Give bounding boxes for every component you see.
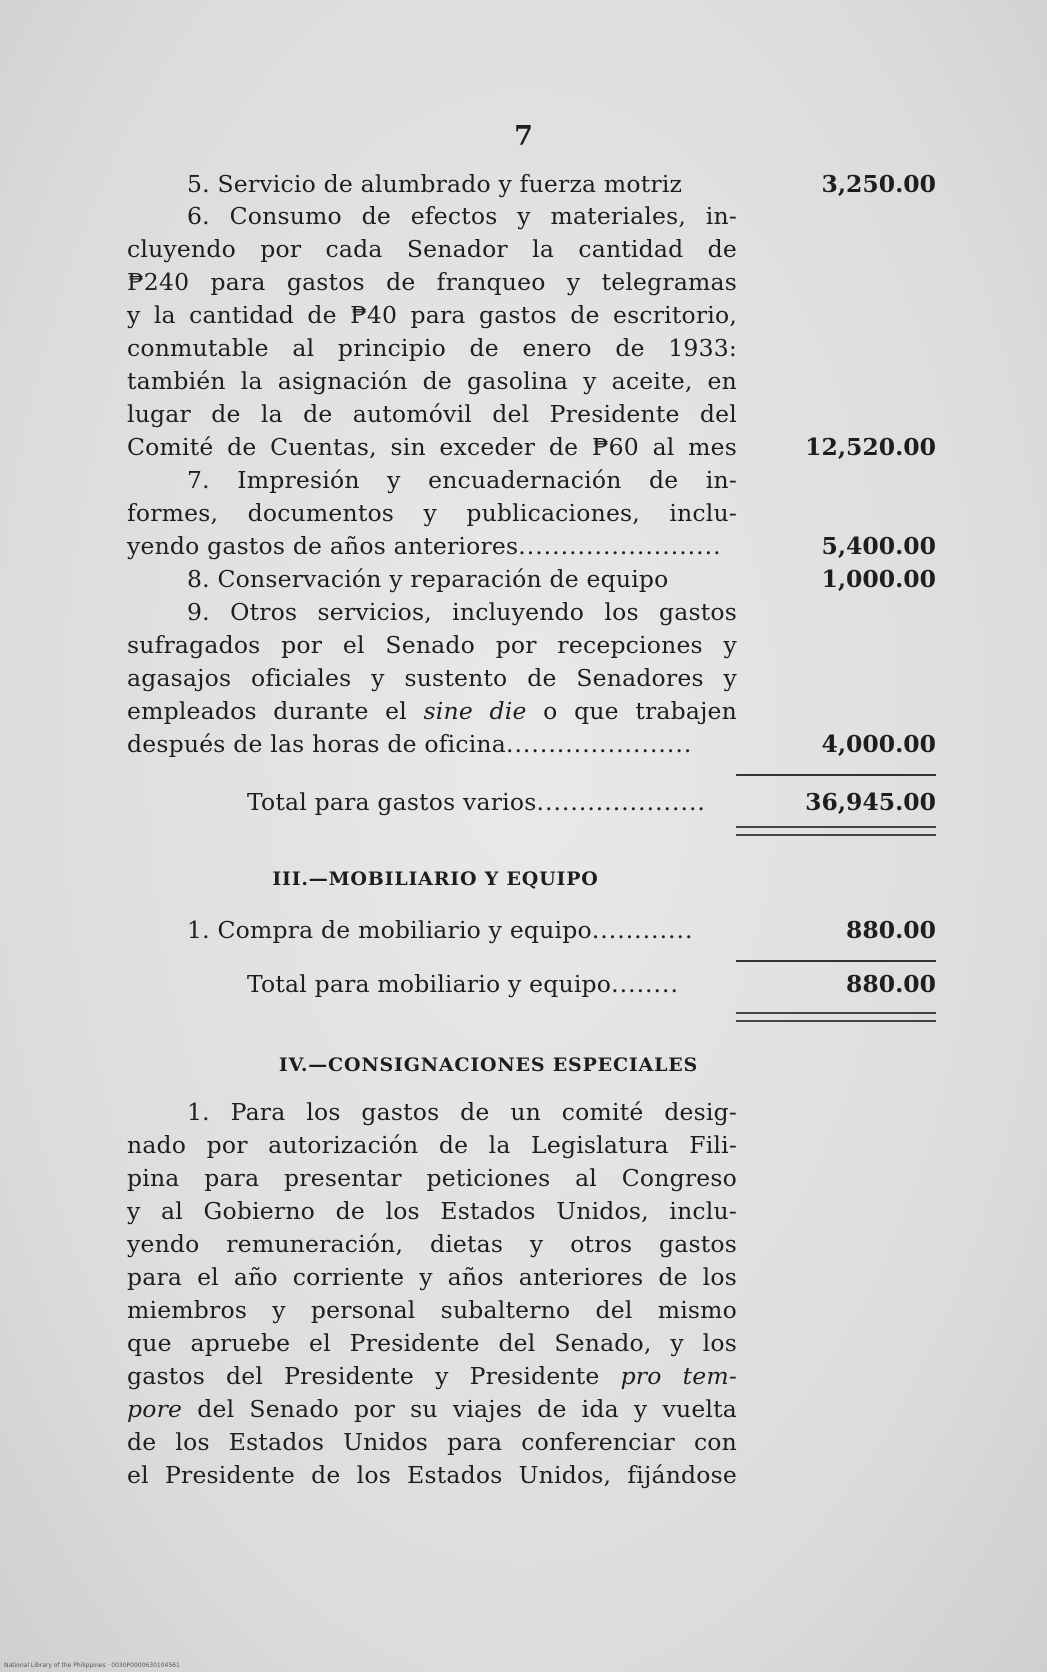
section-iii-item-1 xyxy=(127,914,737,947)
total-mobiliario-label xyxy=(127,968,737,1001)
item-6-line: también la asignación de gasolina y aceite, en xyxy=(127,367,737,395)
item-7-line: 7. Impresión y encuadernación de in- xyxy=(187,466,737,494)
item-7-line-last xyxy=(127,530,737,563)
item-9-line: 9. Otros servicios, incluyendo los gastos xyxy=(187,598,737,626)
dot-leader: ............ xyxy=(591,916,694,944)
item-9-line4-post: o que trabajen xyxy=(526,697,738,725)
dot-leader: ........................ xyxy=(518,532,722,560)
total-gastos-varios-amount: 36,945.00 xyxy=(805,788,936,816)
page-number: 7 xyxy=(514,121,533,152)
item-7 xyxy=(127,464,737,563)
section-iv-line: y al Gobierno de los Estados Unidos, inclu- xyxy=(127,1197,737,1225)
section-iv-line: 1. Para los gastos de un comité desig- xyxy=(187,1098,737,1126)
subtotal-rule xyxy=(736,960,936,962)
item-6-line: ₱240 para gastos de franqueo y telegramas xyxy=(127,268,737,296)
item-6-line: lugar de la de automóvil del Presidente del xyxy=(127,400,737,428)
section-iv-line: el Presidente de los Estados Unidos, fijándose xyxy=(127,1461,737,1489)
section-iv-heading: IV.—CONSIGNACIONES ESPECIALES xyxy=(278,1054,699,1076)
item-text: 1. Compra de mobiliario y equipo xyxy=(187,916,592,944)
section-iv-line: que apruebe el Presidente del Senado, y los xyxy=(127,1329,737,1357)
item-5-text: 5. Servicio de alumbrado y fuerza motriz xyxy=(187,170,683,198)
item-6 xyxy=(127,200,737,464)
section-iv-line: pina para presentar peticiones al Congreso xyxy=(127,1164,737,1192)
item-6-line: y la cantidad de ₱40 para gastos de escritorio, xyxy=(127,301,737,329)
line10-post: del Senado por su viajes de ida y vuelta xyxy=(182,1395,737,1423)
total-gastos-varios xyxy=(127,786,737,819)
item-6-line: Comité de Cuentas, sin exceder de ₱60 al mes xyxy=(127,433,737,461)
total-double-rule xyxy=(736,1012,936,1022)
item-5-amount: 3,250.00 xyxy=(821,170,936,198)
dot-leader: .................... xyxy=(536,788,706,816)
item-6-line: cluyendo por cada Senador la cantidad de xyxy=(127,235,737,263)
section-iv-item-1 xyxy=(127,1096,737,1492)
dot-leader: ........ xyxy=(611,970,679,998)
line9-pre: gastos del Presidente y Presidente xyxy=(127,1362,621,1390)
item-9 xyxy=(127,596,737,761)
scan-footer: National Library of the Philippines · 0030P0000630104561 xyxy=(4,1662,180,1669)
item-6-amount: 12,520.00 xyxy=(805,433,936,461)
line9-italic: pro tem- xyxy=(620,1362,737,1390)
line10-italic: pore xyxy=(127,1395,183,1423)
total-mobiliario xyxy=(127,968,737,1001)
total-mobiliario-amount: 880.00 xyxy=(846,970,936,998)
section-iv-line: para el año corriente y años anteriores de los xyxy=(127,1263,737,1291)
section-iii-heading: III.—MOBILIARIO Y EQUIPO xyxy=(272,868,599,890)
item-7-line-text: yendo gastos de años anteriores xyxy=(127,532,519,560)
section-iii-item-1-text xyxy=(127,914,737,947)
item-9-line5: después de las horas de oficina xyxy=(127,730,506,758)
section-iv-line: nado por autorización de la Legislatura Fili- xyxy=(127,1131,737,1159)
section-iii-item-1-amount: 880.00 xyxy=(846,916,936,944)
section-iv-line: yendo remuneración, dietas y otros gastos xyxy=(127,1230,737,1258)
item-7-amount: 5,400.00 xyxy=(821,532,936,560)
item-9-line4-italic: sine die xyxy=(423,697,527,725)
item-9-amount: 4,000.00 xyxy=(821,730,936,758)
total-gastos-varios-label xyxy=(127,786,737,819)
item-9-line xyxy=(127,695,737,728)
item-9-line-last xyxy=(127,728,737,761)
subtotal-rule xyxy=(736,774,936,776)
item-8 xyxy=(127,563,737,596)
item-6-line: 6. Consumo de efectos y materiales, in- xyxy=(187,202,737,230)
section-iv-line xyxy=(127,1360,737,1393)
item-5 xyxy=(127,168,737,201)
item-8-text: 8. Conservación y reparación de equipo xyxy=(187,565,669,593)
item-9-line4-pre: empleados durante el xyxy=(127,697,424,725)
section-iv-line xyxy=(127,1393,737,1426)
item-7-line: formes, documentos y publicaciones, inclu- xyxy=(127,499,737,527)
item-6-line: conmutable al principio de enero de 1933: xyxy=(127,334,737,362)
section-iv-line: de los Estados Unidos para conferenciar con xyxy=(127,1428,737,1456)
total-label: Total para gastos varios xyxy=(247,788,537,816)
item-8-amount: 1,000.00 xyxy=(821,565,936,593)
section-iv-line: miembros y personal subalterno del mismo xyxy=(127,1296,737,1324)
item-9-line: agasajos oficiales y sustento de Senadores y xyxy=(127,664,737,692)
item-9-line: sufragados por el Senado por recepciones y xyxy=(127,631,737,659)
dot-leader: ...................... xyxy=(505,730,693,758)
total-label: Total para mobiliario y equipo xyxy=(247,970,612,998)
total-double-rule xyxy=(736,826,936,836)
